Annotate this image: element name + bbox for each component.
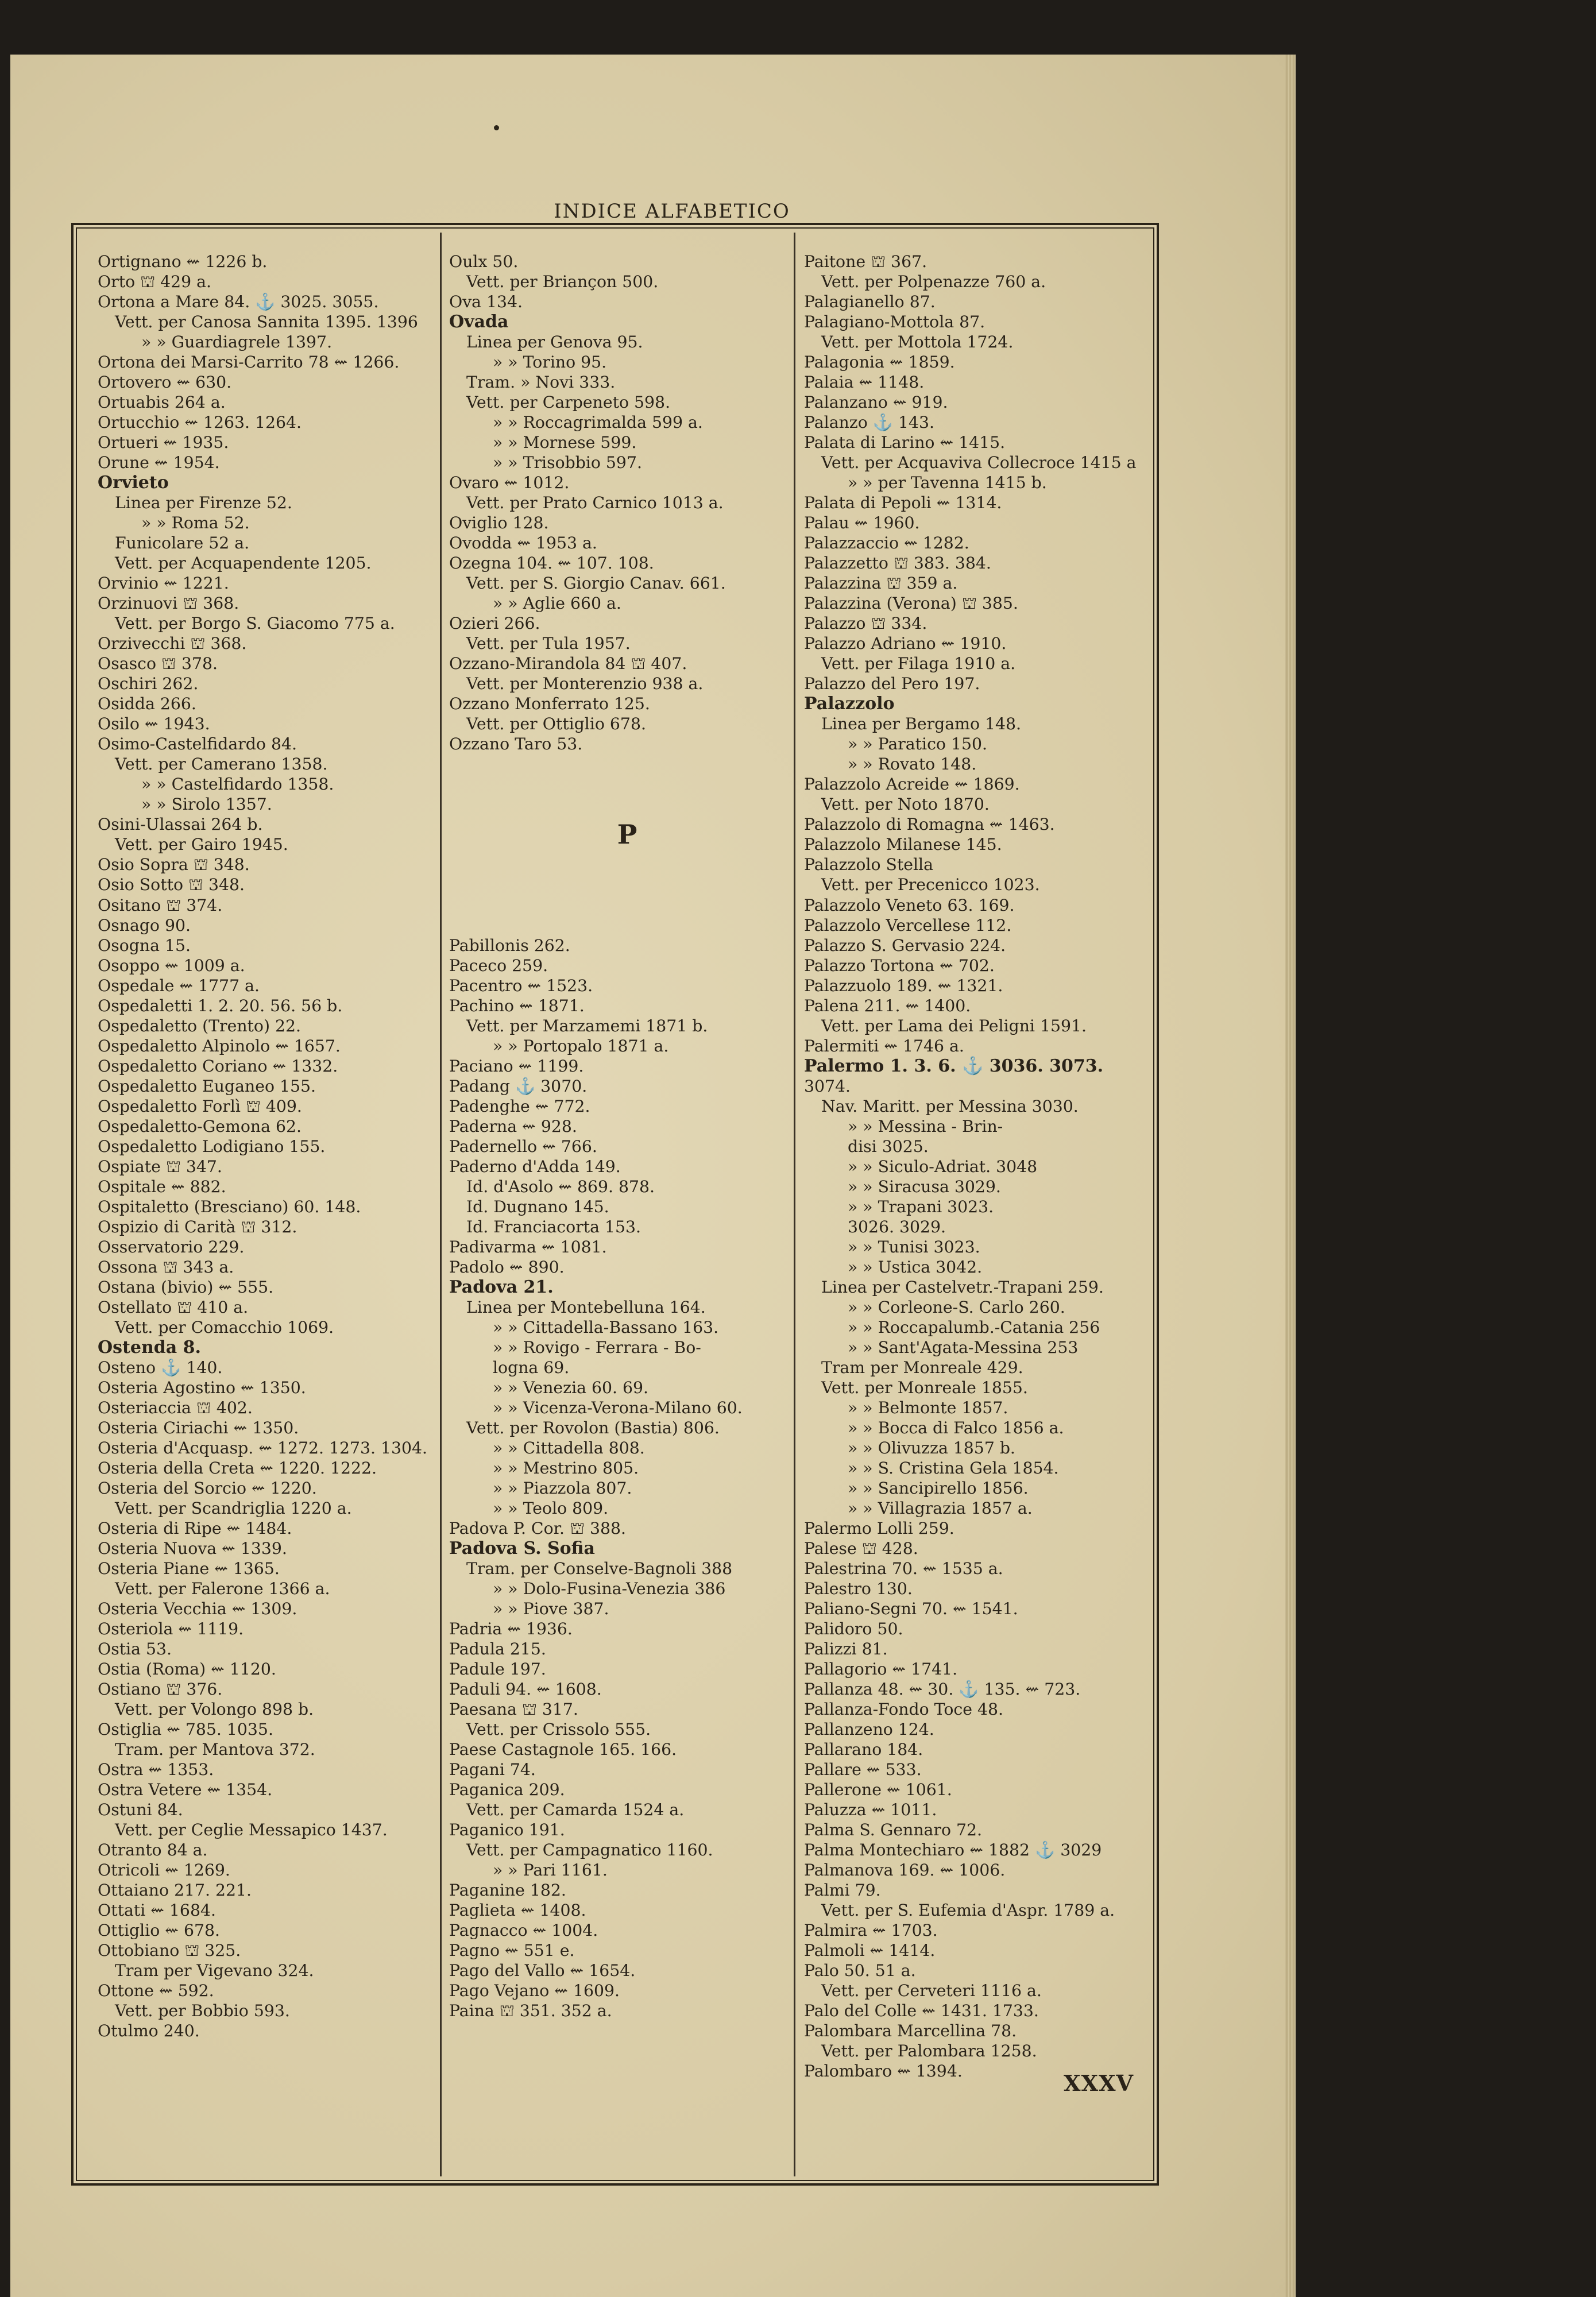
- index-entry: » » Ustica 3042.: [848, 1257, 983, 1277]
- index-entry: » » Mornese 599.: [493, 433, 637, 453]
- index-entry: Palazzo Adriano ⇜ 1910.: [804, 634, 1007, 653]
- index-entry: Osteria della Creta ⇜ 1220. 1222.: [98, 1458, 377, 1478]
- index-entry: Id. d'Asolo ⇜ 869. 878.: [466, 1177, 655, 1196]
- index-entry: Ottobiano ⛫ 325.: [98, 1941, 241, 1960]
- index-entry: » » Rovato 148.: [848, 755, 977, 774]
- index-entry: Pallagorio ⇜ 1741.: [804, 1660, 958, 1679]
- index-entry: Linea per Montebelluna 164.: [466, 1297, 706, 1317]
- index-entry: » » Roccagrimalda 599 a.: [493, 413, 703, 432]
- index-entry: Palizzi 81.: [804, 1639, 888, 1659]
- index-entry: Vett. per Tula 1957.: [466, 634, 631, 653]
- index-entry: Palidoro 50.: [804, 1619, 903, 1639]
- index-entry: Palazzolo Milanese 145.: [804, 835, 1002, 854]
- index-entry: 3026. 3029.: [848, 1217, 946, 1236]
- index-entry: Paderno d'Adda 149.: [449, 1157, 621, 1176]
- index-entry: Paderna ⇜ 928.: [449, 1116, 577, 1136]
- index-entry: Paliano-Segni 70. ⇜ 1541.: [804, 1599, 1018, 1619]
- index-entry: Palmira ⇜ 1703.: [804, 1921, 938, 1940]
- column-rule: [440, 233, 442, 2176]
- index-entry: Ostana (bivio) ⇜ 555.: [98, 1277, 274, 1297]
- index-entry: Ortuabis 264 a.: [98, 393, 226, 412]
- index-entry: Vett. per Briançon 500.: [466, 272, 659, 292]
- index-entry: » » Sancipirello 1856.: [848, 1478, 1029, 1498]
- index-entry: Ospedaletti 1. 2. 20. 56. 56 b.: [98, 996, 343, 1015]
- index-entry: Palombara Marcellina 78.: [804, 2021, 1017, 2041]
- index-entry: Palanzano ⇜ 919.: [804, 393, 948, 412]
- index-entry: Osimo-Castelfidardo 84.: [98, 734, 297, 754]
- index-entry: Linea per Castelvetr.-Trapani 259.: [821, 1277, 1104, 1297]
- index-entry: Palmi 79.: [804, 1881, 881, 1900]
- index-entry: Pago del Vallo ⇜ 1654.: [449, 1961, 636, 1981]
- index-entry: Ortona dei Marsi-Carrito 78 ⇜ 1266.: [98, 353, 400, 372]
- index-entry: Padivarma ⇜ 1081.: [449, 1237, 607, 1256]
- index-entry: » » Bocca di Falco 1856 a.: [848, 1418, 1064, 1437]
- index-entry: Ovodda ⇜ 1953 a.: [449, 533, 597, 553]
- index-entry: Palagiano-Mottola 87.: [804, 312, 986, 332]
- index-entry: Paina ⛫ 351. 352 a.: [449, 2001, 612, 2021]
- index-entry: Palazzuolo 189. ⇜ 1321.: [804, 976, 1003, 995]
- index-entry: Palese ⛫ 428.: [804, 1539, 918, 1558]
- index-entry: Pago Vejano ⇜ 1609.: [449, 1981, 620, 2001]
- index-entry: Palestro 130.: [804, 1579, 913, 1599]
- index-entry: Paese Castagnole 165. 166.: [449, 1740, 677, 1760]
- index-entry: Palata di Pepoli ⇜ 1314.: [804, 493, 1002, 513]
- index-entry: Osasco ⛫ 378.: [98, 654, 218, 674]
- index-entry: Pallarano 184.: [804, 1740, 923, 1760]
- index-entry: Ospitale ⇜ 882.: [98, 1177, 226, 1196]
- index-entry: Ortignano ⇜ 1226 b.: [98, 252, 268, 271]
- index-entry: Osoppo ⇜ 1009 a.: [98, 956, 245, 975]
- index-entry: Ospedaletto Alpinolo ⇜ 1657.: [98, 1036, 341, 1055]
- index-entry: Vett. per Noto 1870.: [821, 795, 990, 814]
- index-entry: Ossona ⛫ 343 a.: [98, 1257, 234, 1277]
- index-entry: » » Castelfidardo 1358.: [141, 775, 334, 794]
- index-entry: » » Belmonte 1857.: [848, 1398, 1008, 1417]
- index-entry: Orvinio ⇜ 1221.: [98, 574, 229, 593]
- index-entry: Vett. per Polpenazze 760 a.: [821, 272, 1046, 292]
- index-entry: logna 69.: [493, 1358, 570, 1377]
- index-entry: Vett. per Campagnatico 1160.: [466, 1840, 713, 1860]
- index-entry: Otranto 84 a.: [98, 1840, 208, 1860]
- index-entry: Ositano ⛫ 374.: [98, 895, 223, 915]
- index-entry: Linea per Genova 95.: [466, 332, 643, 352]
- index-entry: Oulx 50.: [449, 252, 519, 271]
- index-entry: Ovaro ⇜ 1012.: [449, 473, 570, 493]
- index-entry: Pallanza-Fondo Toce 48.: [804, 1700, 1003, 1719]
- index-entry: Ospitaletto (Bresciano) 60. 148.: [98, 1197, 361, 1216]
- index-entry: Osteria Nuova ⇜ 1339.: [98, 1539, 287, 1558]
- index-entry: Ostiglia ⇜ 785. 1035.: [98, 1720, 273, 1739]
- index-entry: Palena 211. ⇜ 1400.: [804, 996, 971, 1015]
- index-entry: Ottone ⇜ 592.: [98, 1981, 214, 2001]
- index-entry: Palagonia ⇜ 1859.: [804, 353, 955, 372]
- index-entry: Vett. per Scandriglia 1220 a.: [115, 1498, 352, 1518]
- index-entry: Pallerone ⇜ 1061.: [804, 1780, 952, 1800]
- index-entry: Osteria del Sorcio ⇜ 1220.: [98, 1478, 317, 1498]
- page-edges: [1285, 55, 1296, 2297]
- index-entry: Vett. per Prato Carnico 1013 a.: [466, 493, 724, 513]
- index-entry: Palo 50. 51 a.: [804, 1961, 916, 1981]
- index-entry: Id. Franciacorta 153.: [466, 1217, 641, 1236]
- index-entry: Ozzano Monferrato 125.: [449, 694, 650, 714]
- spacer: [449, 774, 788, 794]
- index-entry: Ospedaletto-Gemona 62.: [98, 1116, 302, 1136]
- index-entry: Vett. per Precenicco 1023.: [821, 875, 1040, 895]
- index-entry: Paduli 94. ⇜ 1608.: [449, 1680, 602, 1699]
- index-entry: » » Olivuzza 1857 b.: [848, 1438, 1015, 1457]
- index-entry: Palazzolo Vercellese 112.: [804, 915, 1012, 935]
- index-entry: Pagnacco ⇜ 1004.: [449, 1921, 598, 1940]
- index-entry: Osidda 266.: [98, 694, 196, 714]
- index-entry: » » Tunisi 3023.: [848, 1237, 980, 1256]
- index-entry: Linea per Bergamo 148.: [821, 714, 1021, 734]
- index-entry: Palanzo ⚓ 143.: [804, 413, 934, 432]
- index-entry: Padernello ⇜ 766.: [449, 1136, 597, 1156]
- index-entry: Osteno ⚓ 140.: [98, 1358, 223, 1377]
- index-entry: Paganica 209.: [449, 1780, 565, 1800]
- index-entry: » » Mestrino 805.: [493, 1458, 639, 1478]
- index-entry: Palo del Colle ⇜ 1431. 1733.: [804, 2001, 1039, 2021]
- index-entry: Osilo ⇜ 1943.: [98, 714, 210, 734]
- index-entry: Osio Sotto ⛫ 348.: [98, 875, 245, 895]
- index-entry: Palata di Larino ⇜ 1415.: [804, 433, 1006, 453]
- index-entry: Ottiglio ⇜ 678.: [98, 1921, 220, 1940]
- index-entry: Ospedaletto Lodigiano 155.: [98, 1136, 326, 1156]
- index-entry: Ozieri 266.: [449, 614, 540, 633]
- index-entry: Vett. per Falerone 1366 a.: [115, 1579, 330, 1599]
- index-entry: Palazzo del Pero 197.: [804, 674, 980, 694]
- index-entry: » » Roma 52.: [141, 513, 250, 533]
- index-entry: Vett. per Ceglie Messapico 1437.: [115, 1820, 388, 1840]
- index-entry: Ospizio di Carità ⛫ 312.: [98, 1217, 297, 1236]
- index-entry: Vett. per Carpeneto 598.: [466, 393, 670, 412]
- index-entry: Ottati ⇜ 1684.: [98, 1901, 216, 1920]
- index-entry: Pallanza 48. ⇜ 30. ⚓ 135. ⇜ 723.: [804, 1680, 1081, 1699]
- index-entry: Osteria Agostino ⇜ 1350.: [98, 1378, 306, 1397]
- index-heading: Ovada: [449, 312, 509, 332]
- index-entry: » » Paratico 150.: [848, 734, 987, 754]
- index-entry: » » Aglie 660 a.: [493, 594, 621, 613]
- index-entry: Vett. per S. Eufemia d'Aspr. 1789 a.: [821, 1901, 1115, 1920]
- index-entry: Funicolare 52 a.: [115, 533, 250, 553]
- index-entry: » » Vicenza-Verona-Milano 60.: [493, 1398, 743, 1417]
- index-entry: Vett. per S. Giorgio Canav. 661.: [466, 574, 726, 593]
- index-entry: Palermiti ⇜ 1746 a.: [804, 1036, 964, 1055]
- index-entry: Ozzano-Mirandola 84 ⛫ 407.: [449, 654, 687, 674]
- spacer: [449, 875, 788, 895]
- index-entry: Palazzolo di Romagna ⇜ 1463.: [804, 815, 1055, 834]
- index-entry: Vett. per Borgo S. Giacomo 775 a.: [115, 614, 395, 633]
- index-entry: Osteriola ⇜ 1119.: [98, 1619, 244, 1639]
- index-entry: Ostra Vetere ⇜ 1354.: [98, 1780, 273, 1800]
- index-entry: » » Venezia 60. 69.: [493, 1378, 648, 1397]
- index-entry: » » Portopalo 1871 a.: [493, 1036, 669, 1055]
- index-entry: » » Sirolo 1357.: [141, 795, 272, 814]
- index-entry: Vett. per Ottiglio 678.: [466, 714, 646, 734]
- index-entry: Ortucchio ⇜ 1263. 1264.: [98, 413, 302, 432]
- index-entry: Osteria Vecchia ⇜ 1309.: [98, 1599, 297, 1619]
- index-entry: Vett. per Volongo 898 b.: [115, 1700, 314, 1719]
- index-entry: Pallanzeno 124.: [804, 1720, 934, 1739]
- index-entry: Palmoli ⇜ 1414.: [804, 1941, 936, 1960]
- spacer: [449, 754, 788, 774]
- index-entry: Ortueri ⇜ 1935.: [98, 433, 229, 453]
- index-entry: » » S. Cristina Gela 1854.: [848, 1458, 1059, 1478]
- index-entry: » » Torino 95.: [493, 353, 607, 372]
- index-entry: Orzinuovi ⛫ 368.: [98, 594, 239, 613]
- index-entry: Palestrina 70. ⇜ 1535 a.: [804, 1559, 1003, 1579]
- index-entry: Palazzo S. Gervasio 224.: [804, 935, 1006, 955]
- index-heading: Palazzolo: [804, 694, 895, 714]
- index-entry: Paluzza ⇜ 1011.: [804, 1800, 937, 1820]
- index-entry: Osteria Piane ⇜ 1365.: [98, 1559, 280, 1579]
- index-entry: Padang ⚓ 3070.: [449, 1076, 588, 1096]
- index-entry: Tram. per Conselve-Bagnoli 388: [466, 1559, 733, 1579]
- index-entry: Nav. Maritt. per Messina 3030.: [821, 1096, 1079, 1116]
- index-entry: Vett. per Rovolon (Bastia) 806.: [466, 1418, 720, 1437]
- index-entry: » » Trisobbio 597.: [493, 453, 642, 473]
- index-entry: Vett. per Crissolo 555.: [466, 1720, 651, 1739]
- index-entry: Padule 197.: [449, 1660, 546, 1679]
- index-entry: » » Corleone-S. Carlo 260.: [848, 1297, 1065, 1317]
- index-entry: Padolo ⇜ 890.: [449, 1257, 565, 1277]
- index-entry: Palaia ⇜ 1148.: [804, 373, 925, 392]
- index-heading: Orvieto: [98, 473, 169, 493]
- index-heading: Palermo 1. 3. 6. ⚓ 3036. 3073.: [804, 1055, 1104, 1076]
- index-entry: Ozegna 104. ⇜ 107. 108.: [449, 554, 654, 573]
- index-entry: Ostiano ⛫ 376.: [98, 1680, 223, 1699]
- index-entry: » » Teolo 809.: [493, 1498, 609, 1518]
- index-entry: Ova 134.: [449, 292, 523, 312]
- index-entry: 3074.: [804, 1076, 851, 1096]
- index-entry: Palazzolo Stella: [804, 855, 933, 875]
- index-entry: » » Siracusa 3029.: [848, 1177, 1001, 1196]
- index-entry: Vett. per Filaga 1910 a.: [821, 654, 1016, 674]
- index-entry: Id. Dugnano 145.: [466, 1197, 609, 1216]
- index-entry: Ottaiano 217. 221.: [98, 1881, 252, 1900]
- index-entry: Palazzolo Veneto 63. 169.: [804, 895, 1015, 915]
- index-entry: Vett. per Canosa Sannita 1395. 1396: [115, 312, 418, 332]
- index-entry: Otulmo 240.: [98, 2021, 200, 2041]
- index-entry: Orzivecchi ⛫ 368.: [98, 634, 247, 653]
- index-entry: Vett. per Camerano 1358.: [115, 755, 328, 774]
- index-entry: Pagno ⇜ 551 e.: [449, 1941, 575, 1960]
- index-entry: disi 3025.: [848, 1136, 929, 1156]
- index-entry: Ortona a Mare 84. ⚓ 3025. 3055.: [98, 292, 379, 312]
- index-entry: Ospedaletto Forlì ⛫ 409.: [98, 1096, 302, 1116]
- index-entry: Palazzina ⛫ 359 a.: [804, 574, 958, 593]
- index-entry: Palazzo ⛫ 334.: [804, 614, 928, 633]
- index-entry: Tram. per Mantova 372.: [115, 1740, 315, 1760]
- index-entry: Padria ⇜ 1936.: [449, 1619, 573, 1639]
- index-entry: Ostellato ⛫ 410 a.: [98, 1297, 249, 1317]
- spacer: [449, 895, 788, 915]
- index-entry: Ospedaletto (Trento) 22.: [98, 1016, 301, 1035]
- index-entry: Vett. per Mottola 1724.: [821, 332, 1014, 352]
- index-entry: Paglieta ⇜ 1408.: [449, 1901, 586, 1920]
- index-entry: Pagani 74.: [449, 1760, 536, 1780]
- index-entry: Palazzaccio ⇜ 1282.: [804, 533, 969, 553]
- index-entry: Palma S. Gennaro 72.: [804, 1820, 982, 1840]
- index-entry: Paitone ⛫ 367.: [804, 252, 928, 271]
- index-entry: » » Pari 1161.: [493, 1861, 608, 1880]
- index-entry: Vett. per Monreale 1855.: [821, 1378, 1028, 1397]
- index-entry: Vett. per Gairo 1945.: [115, 835, 288, 854]
- index-entry: Osteria di Ripe ⇜ 1484.: [98, 1518, 292, 1538]
- index-entry: Vett. per Marzamemi 1871 b.: [466, 1016, 708, 1035]
- index-entry: Vett. per Cerveteri 1116 a.: [821, 1981, 1042, 2001]
- index-entry: Ostia (Roma) ⇜ 1120.: [98, 1660, 276, 1679]
- index-entry: Ospiate ⛫ 347.: [98, 1157, 222, 1176]
- index-entry: Vett. per Acquapendente 1205.: [115, 554, 372, 573]
- index-entry: » » Rovigo - Ferrara - Bo-: [493, 1337, 701, 1357]
- spacer: [449, 854, 788, 875]
- index-heading: Padova S. Sofia: [449, 1538, 595, 1559]
- index-entry: Paciano ⇜ 1199.: [449, 1056, 584, 1076]
- index-entry: Orune ⇜ 1954.: [98, 453, 220, 473]
- index-heading: Padova 21.: [449, 1277, 554, 1297]
- index-entry: Otricoli ⇜ 1269.: [98, 1861, 230, 1880]
- index-entry: Ozzano Taro 53.: [449, 734, 583, 754]
- index-entry: Osteria Ciriachi ⇜ 1350.: [98, 1418, 299, 1437]
- index-column-2: [449, 252, 788, 2178]
- index-entry: Palma Montechiaro ⇜ 1882 ⚓ 3029: [804, 1840, 1102, 1860]
- index-entry: Osogna 15.: [98, 935, 191, 955]
- index-entry: Palazzina (Verona) ⛫ 385.: [804, 594, 1018, 613]
- index-column-3: [804, 252, 1143, 2178]
- index-entry: Padenghe ⇜ 772.: [449, 1096, 590, 1116]
- index-entry: Paganine 182.: [449, 1881, 566, 1900]
- running-head: INDICE ALFABETICO: [554, 200, 790, 223]
- index-entry: Palagianello 87.: [804, 292, 936, 312]
- index-heading: Ostenda 8.: [98, 1337, 201, 1358]
- index-entry: Tram per Vigevano 324.: [115, 1961, 314, 1981]
- index-entry: Vett. per Monterenzio 938 a.: [466, 674, 704, 694]
- index-entry: Pallare ⇜ 533.: [804, 1760, 922, 1780]
- index-entry: Palau ⇜ 1960.: [804, 513, 920, 533]
- index-entry: Palmanova 169. ⇜ 1006.: [804, 1861, 1006, 1880]
- index-entry: Palombaro ⇜ 1394.: [804, 2062, 963, 2081]
- index-entry: Tram. » Novi 333.: [466, 373, 616, 392]
- index-entry: Ospedaletto Coriano ⇜ 1332.: [98, 1056, 338, 1076]
- index-entry: » » per Tavenna 1415 b.: [848, 473, 1047, 493]
- index-entry: Osnago 90.: [98, 915, 191, 935]
- index-entry: Osio Sopra ⛫ 348.: [98, 855, 250, 875]
- index-entry: Padova P. Cor. ⛫ 388.: [449, 1519, 627, 1538]
- index-entry: Ostia 53.: [98, 1639, 172, 1659]
- index-entry: Vett. per Lama dei Peligni 1591.: [821, 1016, 1087, 1035]
- index-entry: » » Piove 387.: [493, 1599, 609, 1619]
- index-entry: Osteriaccia ⛫ 402.: [98, 1398, 253, 1417]
- index-entry: Osini-Ulassai 264 b.: [98, 815, 263, 834]
- index-entry: Palazzetto ⛫ 383. 384.: [804, 554, 991, 573]
- index-entry: Tram per Monreale 429.: [821, 1358, 1023, 1377]
- index-entry: » » Cittadella 808.: [493, 1438, 645, 1457]
- index-entry: Orto ⛫ 429 a.: [98, 272, 211, 292]
- index-entry: Padula 215.: [449, 1639, 546, 1659]
- index-entry: » » Siculo-Adriat. 3048: [848, 1157, 1038, 1176]
- index-entry: Pacentro ⇜ 1523.: [449, 976, 593, 995]
- index-entry: » » Dolo-Fusina-Venezia 386: [493, 1579, 726, 1599]
- index-entry: » » Cittadella-Bassano 163.: [493, 1317, 719, 1337]
- index-entry: Vett. per Comacchio 1069.: [115, 1317, 334, 1337]
- index-entry: Vett. per Acquaviva Collecroce 1415 a: [821, 453, 1137, 473]
- index-entry: Ortovero ⇜ 630.: [98, 373, 232, 392]
- index-entry: Vett. per Camarda 1524 a.: [466, 1800, 685, 1820]
- index-entry: » » Messina - Brin-: [848, 1116, 1003, 1136]
- index-entry: » » Trapani 3023.: [848, 1197, 994, 1216]
- index-entry: Palermo Lolli 259.: [804, 1518, 954, 1538]
- index-entry: » » Roccapalumb.-Catania 256: [848, 1317, 1100, 1337]
- index-entry: Oschiri 262.: [98, 674, 199, 694]
- index-entry: » » Guardiagrele 1397.: [141, 332, 333, 352]
- index-entry: Palazzolo Acreide ⇜ 1869.: [804, 775, 1020, 794]
- index-entry: Paceco 259.: [449, 956, 548, 975]
- index-entry: Paesana ⛫ 317.: [449, 1700, 578, 1719]
- index-entry: Vett. per Palombara 1258.: [821, 2041, 1037, 2061]
- print-mark: [494, 125, 499, 130]
- index-entry: » » Sant'Agata-Messina 253: [848, 1337, 1079, 1357]
- index-column-1: [98, 252, 436, 2178]
- column-rule: [794, 233, 795, 2176]
- index-entry: Palazzo Tortona ⇜ 702.: [804, 956, 995, 975]
- index-entry: Ospedale ⇜ 1777 a.: [98, 976, 260, 995]
- spacer: [449, 794, 788, 814]
- index-entry: Osteria d'Acquasp. ⇜ 1272. 1273. 1304.: [98, 1438, 428, 1457]
- index-entry: Pachino ⇜ 1871.: [449, 996, 585, 1015]
- index-entry: » » Piazzola 807.: [493, 1478, 632, 1498]
- page-number: XXXV: [1064, 2070, 1134, 2096]
- index-entry: » » Villagrazia 1857 a.: [848, 1498, 1033, 1518]
- index-entry: Oviglio 128.: [449, 513, 549, 533]
- index-entry: Paganico 191.: [449, 1820, 565, 1840]
- spacer: [449, 915, 788, 935]
- index-entry: Osservatorio 229.: [98, 1237, 245, 1256]
- index-entry: Ostra ⇜ 1353.: [98, 1760, 214, 1780]
- index-entry: Vett. per Bobbio 593.: [115, 2001, 290, 2021]
- index-entry: Ostuni 84.: [98, 1800, 183, 1820]
- section-letter: P: [617, 819, 637, 850]
- index-entry: Linea per Firenze 52.: [115, 493, 292, 513]
- index-entry: Pabillonis 262.: [449, 935, 570, 955]
- index-entry: Ospedaletto Euganeo 155.: [98, 1076, 316, 1096]
